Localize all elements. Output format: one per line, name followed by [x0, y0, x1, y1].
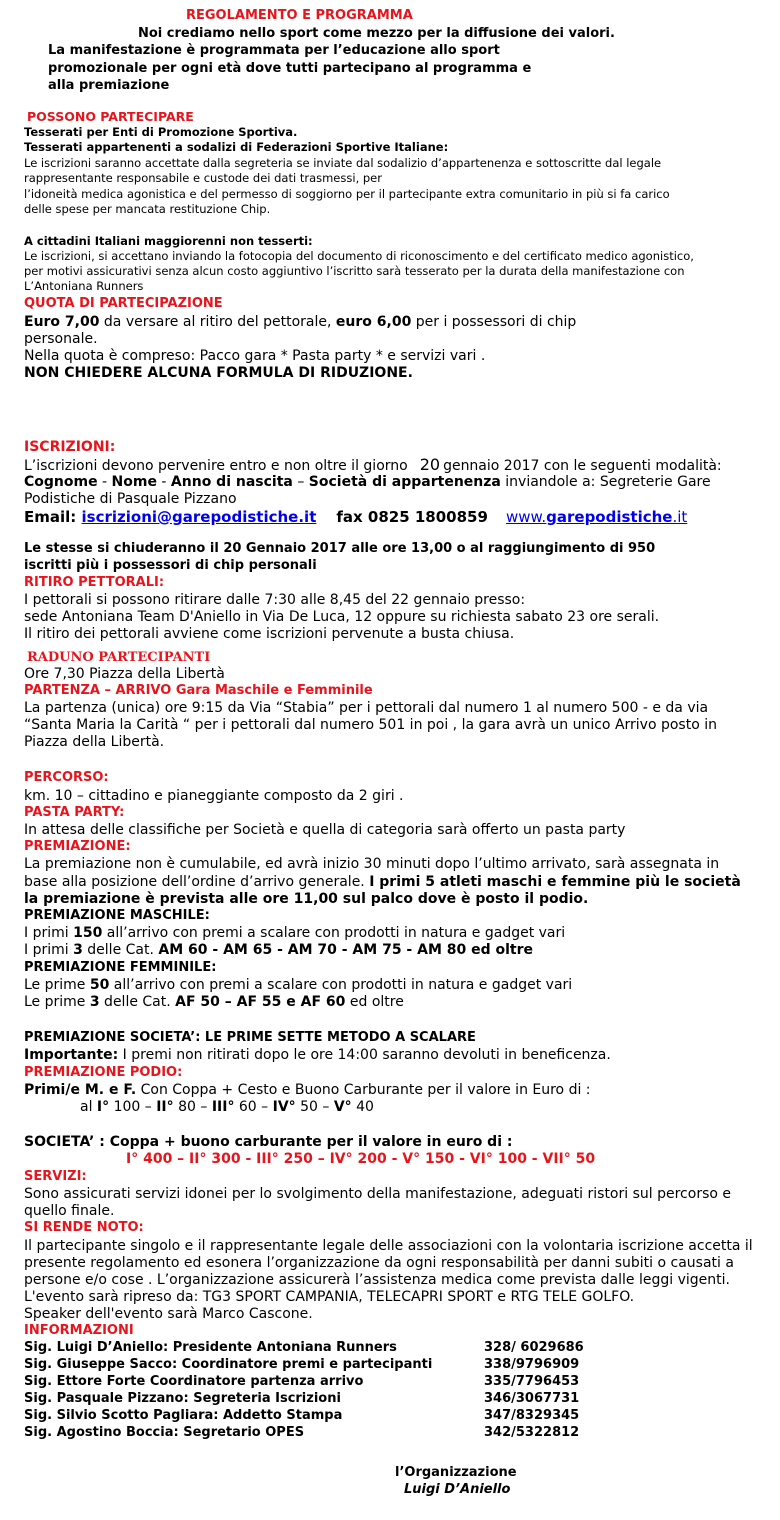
text-line: la premiazione è prevista alle ore 11,00 sul palco dove è posto il podio. [24, 891, 589, 907]
text-line: I pettorali si possono ritirare dalle 7:30 alle 8,45 del 22 gennaio presso: [24, 592, 526, 608]
text-line: La premiazione non è cumulabile, ed avrà inizio 30 minuti dopo l’ultimo arrivato, sarà assegnata in [24, 856, 720, 872]
text-line: Euro 7,00 da versare al ritiro del pettorale, euro 6,00 per i possessori di chip [24, 314, 577, 330]
text-line: Cognome - Nome - Anno di nascita – Società di appartenenza inviandole a: Segreterie Gare [24, 474, 711, 490]
text-line: Il partecipante singolo e il rappresentante legale delle associazioni con la volontaria iscrizione accetta il [24, 1238, 753, 1254]
text-line: al I° 100 – II° 80 – III° 60 – IV° 50 – V° 40 [80, 1099, 374, 1115]
section-heading-premiazione: PREMIAZIONE: [24, 839, 131, 854]
text-line: Tesserati per Enti di Promozione Sportiva. [24, 125, 298, 139]
section-heading-servizi: SERVIZI: [24, 1169, 87, 1184]
text-line: Il ritiro dei pettorali avviene come iscrizioni pervenute a busta chiusa. [24, 626, 515, 642]
contact-name: Sig. Giuseppe Sacco: Coordinatore premi e partecipanti [24, 1357, 433, 1372]
text-line: delle spese per mancata restituzione Chip. [24, 202, 271, 216]
text-line: Le prime 50 all’arrivo con premi a scalare con prodotti in natura e gadget vari [24, 977, 573, 993]
text-line: sede Antoniana Team D'Aniello in Via De Luca, 12 oppure su richiesta sabato 23 ore serali. [24, 609, 660, 625]
contact-phone: 347/8329345 [484, 1408, 580, 1423]
text-line: Tesserati appartenenti a sodalizi di Federazioni Sportive Italiane: [24, 140, 449, 154]
intro-line: Noi crediamo nello sport come mezzo per la diffusione dei valori. [138, 26, 615, 41]
document-title: REGOLAMENTO E PROGRAMMA [186, 8, 413, 23]
intro-line: alla premiazione [48, 78, 170, 93]
section-heading-partenza: PARTENZA – ARRIVO Gara Maschile e Femminile [24, 683, 373, 698]
text-line: per motivi assicurativi senza alcun costo aggiuntivo l’iscritto sarà tesserato per la durata della manifestazione con [24, 264, 685, 278]
table-row [24, 1339, 584, 1356]
text-line: personale. [24, 331, 98, 347]
subheading-maschile: PREMIAZIONE MASCHILE: [24, 908, 210, 923]
section-heading-notice: SI RENDE NOTO: [24, 1220, 144, 1235]
text-line: Speaker dell'evento sarà Marco Cascone. [24, 1306, 313, 1322]
signature-name: Luigi D’Aniello [404, 1482, 511, 1497]
email-link[interactable]: iscrizioni@garepodistiche.it [81, 508, 317, 526]
section-heading-partecipare: POSSONO PARTECIPARE [27, 109, 194, 124]
text-line: base alla posizione dell’ordine d’arrivo generale. I primi 5 atleti maschi e femmine più le società [24, 874, 741, 890]
text-line: I primi 150 all’arrivo con premi a scalare con prodotti in natura e gadget vari [24, 925, 566, 941]
text-line: Primi/e M. e F. Con Coppa + Cesto e Buono Carburante per il valore in Euro di : [24, 1082, 591, 1098]
text-line: SOCIETA’ : Coppa + buono carburante per il valore in euro di : [24, 1134, 513, 1150]
text-line: L'evento sarà ripreso da: TG3 SPORT CAMPANIA, TELECAPRI SPORT e RTG TELE GOLFO. [24, 1289, 635, 1305]
contact-name: Sig. Silvio Scotto Pagliara: Addetto Stampa [24, 1408, 343, 1423]
contact-phone: 335/7796453 [484, 1374, 580, 1389]
text-line: km. 10 – cittadino e pianeggiante composto da 2 giri . [24, 788, 404, 804]
text-line: In attesa delle classifiche per Società e quella di categoria sarà offerto un pasta party [24, 822, 626, 838]
contact-name: Sig. Ettore Forte Coordinatore partenza arrivo [24, 1374, 364, 1389]
signature-org: l’Organizzazione [395, 1465, 517, 1480]
section-heading-ritiro: RITIRO PETTORALI: [24, 575, 165, 590]
text-line: L’Antoniana Runners [24, 279, 144, 293]
text-line: Ore 7,30 Piazza della Libertà [24, 666, 225, 682]
section-heading-quota: QUOTA DI PARTECIPAZIONE [24, 296, 223, 311]
contact-phone: 328/ 6029686 [484, 1340, 584, 1355]
contact-phone: 338/9796909 [484, 1357, 580, 1372]
section-heading-percorso: PERCORSO: [24, 770, 109, 785]
fax-number: fax 0825 1800859 [336, 508, 488, 526]
contact-phone: 346/3067731 [484, 1391, 580, 1406]
text-line: Nella quota è compreso: Pacco gara * Pasta party * e servizi vari . [24, 348, 486, 364]
societa-prize-line: I° 400 – II° 300 - III° 250 – IV° 200 - V° 150 - VI° 100 - VII° 50 [126, 1151, 596, 1167]
table-row [24, 1373, 584, 1390]
text-line: Importante: I premi non ritirati dopo le ore 14:00 saranno devoluti in beneficenza. [24, 1047, 611, 1063]
table-row [24, 1356, 584, 1373]
intro-line: La manifestazione è programmata per l’educazione allo sport [48, 43, 500, 58]
intro-line: promozionale per ogni età dove tutti partecipano al programma e [48, 61, 532, 76]
contacts-table [24, 1339, 584, 1441]
text-line: Le stesse si chiuderanno il 20 Gennaio 2017 alle ore 13,00 o al raggiungimento di 950 [24, 541, 656, 556]
text-line: rappresentante responsabile e custode dei dati trasmessi, per [24, 171, 382, 185]
text-line: La partenza (unica) ore 9:15 da Via “Stabia” per i pettorali dal numero 1 al numero 500 - e da via [24, 700, 709, 716]
section-heading-raduno: RADUNO PARTECIPANTI [27, 650, 211, 665]
table-row [24, 1407, 584, 1424]
text-line: presente regolamento ed esonera l’organizzazione da ogni responsabilità per danni subiti o causati a [24, 1255, 734, 1271]
text-line: Podistiche di Pasquale Pizzano [24, 491, 237, 507]
contact-line: Email: iscrizioni@garepodistiche.it fax 0825 1800859 www.garepodistiche.it [24, 508, 688, 526]
text-line: L’iscrizioni devono pervenire entro e non oltre il giorno 20 gennaio 2017 con le seguenti modalità: [24, 455, 722, 474]
text-line: l’idoneità medica agonistica e del permesso di soggiorno per il partecipante extra comunitario in più si fa carico [24, 187, 670, 201]
text-line: quello finale. [24, 1203, 115, 1219]
text-line: iscritti più i possessori di chip personali [24, 558, 317, 573]
section-heading-pasta: PASTA PARTY: [24, 805, 125, 820]
text-line: Piazza della Libertà. [24, 734, 165, 750]
subheading-femminile: PREMIAZIONE FEMMINILE: [24, 960, 217, 975]
text-line: A cittadini Italiani maggiorenni non tesserti: [24, 234, 313, 248]
subheading-societa: PREMIAZIONE SOCIETA’: LE PRIME SETTE METODO A SCALARE [24, 1030, 476, 1045]
text-line: Sono assicurati servizi idonei per lo svolgimento della manifestazione, adeguati ristori sul percorso e [24, 1186, 731, 1202]
section-heading-info: INFORMAZIONI [24, 1323, 134, 1338]
text-line: persone e/o cose . L’organizzazione assicurerà l’assistenza medica come prevista dalle leggi vigenti. [24, 1272, 730, 1288]
contact-name: Sig. Agostino Boccia: Segretario OPES [24, 1425, 305, 1440]
table-row [24, 1390, 584, 1407]
text-line: Le prime 3 delle Cat. AF 50 – AF 55 e AF 60 ed oltre [24, 994, 404, 1010]
section-heading-iscrizioni: ISCRIZIONI: [24, 439, 116, 455]
contact-name: Sig. Luigi D’Aniello: Presidente Antoniana Runners [24, 1340, 397, 1355]
text-line: Le iscrizioni saranno accettate dalla segreteria se inviate dal sodalizio d’appartenenza e sottoscritte dal legale [24, 156, 662, 170]
table-row [24, 1424, 584, 1441]
contact-name: Sig. Pasquale Pizzano: Segreteria Iscrizioni [24, 1391, 341, 1406]
text-line: “Santa Maria la Carità “ per i pettorali dal numero 501 in poi , la gara avrà un unico Arrivo posto in [24, 717, 717, 733]
section-heading-podio: PREMIAZIONE PODIO: [24, 1065, 183, 1080]
text-line: Le iscrizioni, si accettano inviando la fotocopia del documento di riconoscimento e del certificato medico agonistico, [24, 249, 694, 263]
contact-phone: 342/5322812 [484, 1425, 580, 1440]
website-link[interactable]: www.garepodistiche.it [505, 508, 688, 526]
text-line: I primi 3 delle Cat. AM 60 - AM 65 - AM 70 - AM 75 - AM 80 ed oltre [24, 942, 534, 958]
text-line: NON CHIEDERE ALCUNA FORMULA DI RIDUZIONE. [24, 365, 413, 381]
